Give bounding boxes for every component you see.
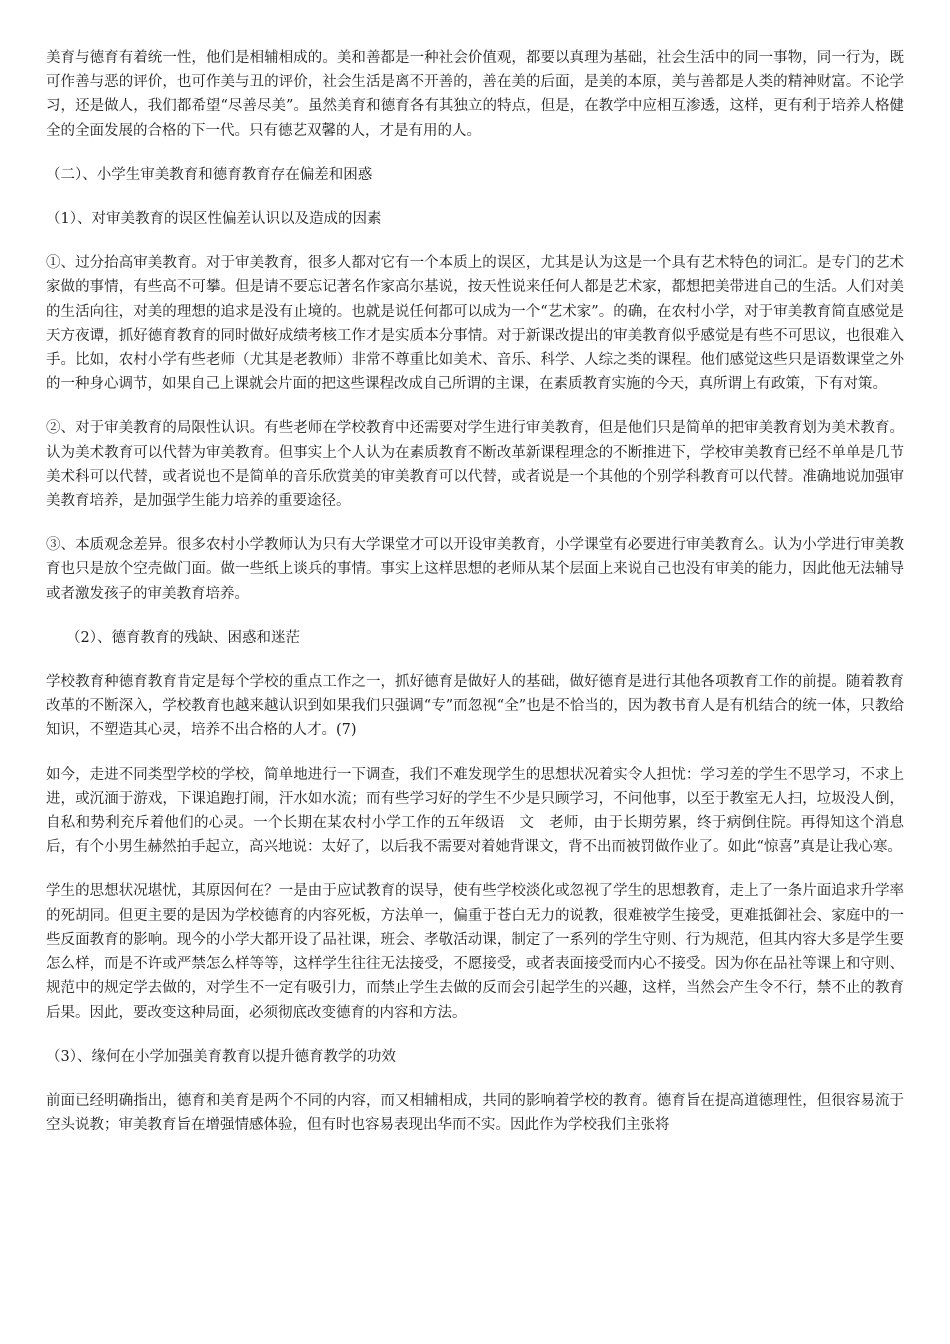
survey-paragraph: 如今，走进不同类型学校的学校，简单地进行一下调查，我们不难发现学生的思想状况着实令人担忧：学习差的学生不思学习，不求上进，或沉湎于游戏，下课追跑打闹，汗水如水流；而有些学习好的学生不少是只顾学习，不问他事，以至于教室无人扫，垃圾没人倒，自私和势利充斥着他们的心灵。一个长期在某农村小学工作的五年级语 文 老师，由于长期劳累，终于病倒住院。再得知这个消息后，有个小男生赫然拍手起立，高兴地说：太好了，以后我不需要对着她背课文，背不出而被罚做作业了。如此“惊喜”真是让我心寒。 bbox=[46, 766, 904, 856]
section-heading-2: （二）、小学生审美教育和德育教育存在偏差和困惑 bbox=[46, 166, 373, 183]
conclusion-paragraph: 前面已经明确指出，德育和美育是两个不同的内容，而又相辅相成，共同的影响着学校的教育。德育旨在提高道德理性，但很容易流于空头说教；审美教育旨在增强情感体验，但有时也容易表现出华而不实。因此作为学校我们主张将 bbox=[46, 1092, 904, 1134]
point-1-paragraph: ①、过分抬高审美教育。对于审美教育，很多人都对它有一个本质上的误区，尤其是认为这是一个具有艺术特色的词汇。是专门的艺术家做的事情，有些高不可攀。但是请不要忘记著名作家高尔基说，按天性说来任何人都是艺术家，都想把美带进自己的生活。人们对美的生活向往，对美的理想的追求是没有止境的。也就是说任何都可以成为一个“艺术家”。的确，在农村小学，对于审美教育简直感觉是天方夜谭，抓好德育教育的同时做好成绩考核工作才是实质本分事情。对于新课改提出的审美教育似乎感觉是有些不可思议，也很难入手。比如，农村小学有些老师（尤其是老教师）非常不尊重比如美术、音乐、科学、人综之类的课程。他们感觉这些只是语数课堂之外的一种身心调节，如果自己上课就会片面的把这些课程改成自己所谓的主课，在素质教育实施的今天，真所谓上有政策，下有对策。 bbox=[46, 255, 904, 393]
document-page bbox=[46, 46, 904, 1157]
subsection-heading-2: （2）、德育教育的残缺、困惑和迷茫 bbox=[66, 629, 300, 646]
moral-education-paragraph: 学校教育种德育教育肯定是每个学校的重点工作之一，抓好德育是做好人的基础，做好德育是进行其他各项教育工作的前提。随着教育改革的不断深入，学校教育也越来越认识到如果我们只强调“专”而忽视“全”也是不恰当的，因为教书育人是有机结合的统一体，只教给知识，不塑造其心灵，培养不出合格的人才。(7) bbox=[46, 674, 904, 739]
cause-paragraph: 学生的思想状况堪忧，其原因何在？一是由于应试教育的误导，使有些学校淡化或忽视了学生的思想教育，走上了一条片面追求升学率的死胡同。但更主要的是因为学校德育的内容死板，方法单一，偏重于苍白无力的说教，很难被学生接受，更难抵御社会、家庭中的一些反面教育的影响。现今的小学大都开设了品社课，班会、孝敬活动课，制定了一系列的学生守则、行为规范，但其内容大多是学生要怎么样，而是不许或严禁怎么样等等，这样学生往往无法接受，不愿接受，或者表面接受而内心不接受。因为你在品社等课上和守则、规范中的规定学去做的，对学生不一定有吸引力，而禁止学生去做的反而会引起学生的兴趣，这样，当然会产生令不行，禁不止的教育后果。因此，要改变这种局面，必须彻底改变德育的内容和方法。 bbox=[46, 883, 904, 1021]
point-2-paragraph: ②、对于审美教育的局限性认识。有些老师在学校教育中还需要对学生进行审美教育，但是他们只是简单的把审美教育划为美术教育。认为美术教育可以代替为审美教育。但事实上个人认为在素质教育不断改革新课程理念的不断推进下，学校审美教育已经不单单是几节美术科可以代替，或者说也不是简单的音乐欣赏美的审美教育可以代替，或者说是一个其他的个别学科教育可以代替。准确地说加强审美教育培养，是加强学生能力培养的重要途径。 bbox=[46, 420, 904, 510]
intro-paragraph: 美育与德育有着统一性，他们是相辅相成的。美和善都是一种社会价值观，都要以真理为基础，社会生活中的同一事物，同一行为，既可作善与恶的评价，也可作美与丑的评价，社会生活是离不开善的，善在美的后面，是美的本原，美与善都是人类的精神财富。不论学习，还是做人，我们都希望“尽善尽美”。虽然美育和德育各有其独立的特点，但是，在教学中应相互渗透，这样，更有利于培养人格健全的全面发展的合格的下一代。只有德艺双馨的人，才是有用的人。 bbox=[46, 50, 904, 139]
subsection-heading-1: （1）、对审美教育的误区性偏差认识以及造成的因素 bbox=[46, 211, 382, 228]
point-3-paragraph: ③、本质观念差异。很多农村小学教师认为只有大学课堂才可以开设审美教育，小学课堂有必要进行审美教育么。认为小学进行审美教育也只是放个空壳做门面。做一些纸上谈兵的事情。事实上这样思想的老师从某个层面上来说自己也没有审美的能力，因此他无法辅导或者激发孩子的审美教育培养。 bbox=[46, 537, 904, 602]
subsection-heading-3: （3）、缘何在小学加强美育教育以提升德育教学的功效 bbox=[46, 1048, 396, 1065]
